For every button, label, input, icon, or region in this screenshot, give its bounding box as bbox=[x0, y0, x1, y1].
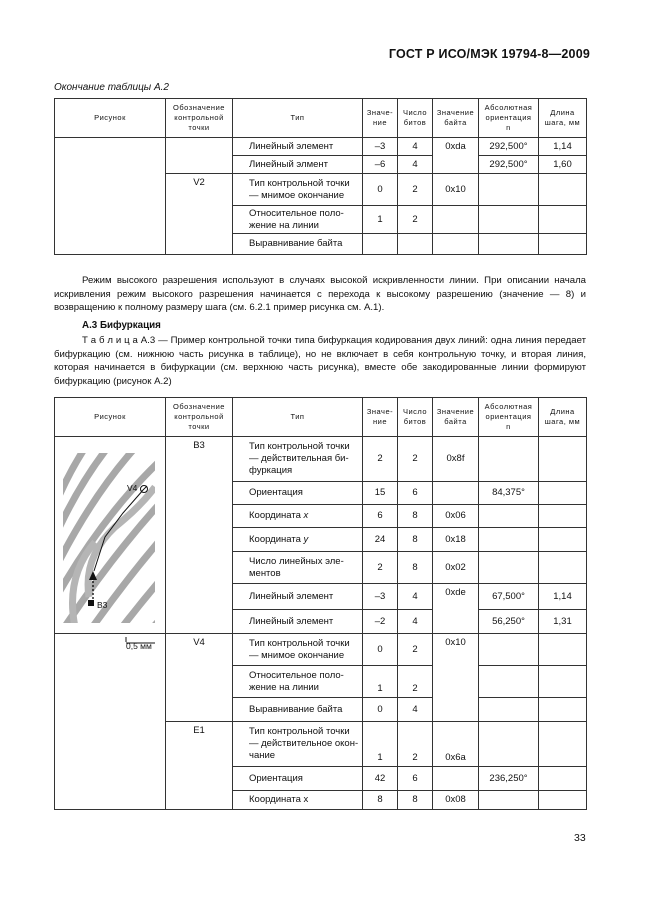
byte-cell: 0x10 bbox=[433, 634, 479, 722]
col-header: Абсолютная ориентация n bbox=[479, 99, 539, 138]
col-header: Значе-ние bbox=[363, 99, 398, 138]
step-cell bbox=[539, 698, 587, 722]
value-cell: 2 bbox=[363, 437, 398, 482]
type-cell: Тип контрольной точки — действительное окон-чание bbox=[233, 722, 363, 767]
bits-cell: 4 bbox=[398, 138, 433, 156]
type-cell: Тип контрольной точки — мнимое окончание bbox=[233, 174, 363, 206]
col-header: Абсолютная ориентация n bbox=[479, 398, 539, 437]
b3-marker bbox=[88, 600, 94, 606]
value-cell: 0 bbox=[363, 174, 398, 206]
col-header: Рисунок bbox=[55, 99, 166, 138]
step-cell bbox=[539, 791, 587, 810]
step-cell: 1,14 bbox=[539, 138, 587, 156]
bits-cell: 4 bbox=[398, 584, 433, 610]
b3-label: B3 bbox=[97, 600, 108, 610]
byte-cell bbox=[433, 234, 479, 255]
type-cell: Координата x bbox=[233, 791, 363, 810]
table-caption: Окончание таблицы А.2 bbox=[54, 82, 169, 93]
document-header: ГОСТ Р ИСО/МЭК 19794-8—2009 bbox=[388, 47, 590, 61]
table-row bbox=[55, 437, 587, 482]
byte-cell bbox=[433, 767, 479, 791]
orient-cell bbox=[479, 437, 539, 482]
orient-cell: 56,250° bbox=[479, 610, 539, 634]
value-cell: 15 bbox=[363, 482, 398, 505]
type-text: Координата x bbox=[249, 510, 309, 522]
point-cell: V2 bbox=[166, 174, 233, 255]
step-cell: 1,60 bbox=[539, 156, 587, 174]
orient-cell bbox=[479, 552, 539, 584]
orient-cell bbox=[479, 234, 539, 255]
byte-cell: 0xde bbox=[433, 584, 479, 634]
coordinate-variable: y bbox=[303, 533, 309, 545]
value-cell: –2 bbox=[363, 610, 398, 634]
col-header: Значе-ние bbox=[363, 398, 398, 437]
figure-cell bbox=[55, 138, 166, 255]
bits-cell: 2 bbox=[398, 666, 433, 698]
table-header-row bbox=[55, 99, 587, 138]
type-cell: Выравнивание байта bbox=[233, 698, 363, 722]
byte-cell: 0x6a bbox=[433, 722, 479, 767]
paragraph-high-resolution: Режим высокого разрешения используют в случаях высокой искривленности линии. При описании начала искривления режим высокого разрешения начинается с перехода к высокому разрешению (значение — 8) и возвращению к полному размеру шага (см. 6.2.1 пример рисунка см. А.1). bbox=[54, 275, 586, 314]
type-cell bbox=[233, 505, 363, 528]
v4-label: V4 bbox=[127, 483, 138, 493]
col-header: Рисунок bbox=[55, 398, 166, 437]
bits-cell: 4 bbox=[398, 156, 433, 174]
col-header: Тип bbox=[233, 398, 363, 437]
bits-cell: 2 bbox=[398, 174, 433, 206]
type-cell: Относительное поло-жение на линии bbox=[233, 206, 363, 234]
byte-cell: 0x18 bbox=[433, 528, 479, 552]
orient-cell bbox=[479, 791, 539, 810]
type-cell: Ориентация bbox=[233, 767, 363, 791]
col-header: Значение байта bbox=[433, 398, 479, 437]
coordinate-variable: x bbox=[303, 510, 309, 522]
step-cell bbox=[539, 722, 587, 767]
value-cell: 6 bbox=[363, 505, 398, 528]
orient-cell bbox=[479, 174, 539, 206]
section-heading: А.3 Бифуркация bbox=[82, 320, 161, 331]
bits-cell: 8 bbox=[398, 552, 433, 584]
col-header: Обозначение контрольной точки bbox=[166, 99, 233, 138]
paragraph-table-a3: Т а б л и ц а А.3 — Пример контрольной точки типа бифуркация кодирования двух линий: одна линия передает бифуркацию (см. нижнюю часть рисунка в таблице), но не включает в себя контрольную точку, и вторая линия, которая начинается в бифуркации (см. верхнюю часть рисунка), вместе обе закодированные линии формируют бифуркацию (рисунок А.2) bbox=[54, 335, 586, 387]
col-header: Число битов bbox=[398, 99, 433, 138]
value-cell: 24 bbox=[363, 528, 398, 552]
byte-cell bbox=[433, 482, 479, 505]
type-cell: Линейный элемент bbox=[233, 138, 363, 156]
figure-cell bbox=[55, 437, 166, 651]
type-text: Координата y bbox=[249, 533, 309, 545]
byte-cell: 0xda bbox=[433, 138, 479, 174]
type-cell: Тип контрольной точки — мнимое окончание bbox=[233, 634, 363, 666]
col-header: Длина шага, мм bbox=[539, 398, 587, 437]
bits-cell: 6 bbox=[398, 767, 433, 791]
value-cell: 1 bbox=[363, 722, 398, 767]
step-cell bbox=[539, 666, 587, 698]
type-cell: Линейный элемент bbox=[233, 610, 363, 634]
bits-cell: 8 bbox=[398, 505, 433, 528]
value-cell: –3 bbox=[363, 138, 398, 156]
bits-cell: 4 bbox=[398, 610, 433, 634]
step-cell bbox=[539, 552, 587, 584]
byte-cell: 0x06 bbox=[433, 505, 479, 528]
col-header: Обозначение контрольной точки bbox=[166, 398, 233, 437]
type-cell: Число линейных эле-ментов bbox=[233, 552, 363, 584]
table-header-row bbox=[55, 398, 587, 437]
orient-cell bbox=[479, 722, 539, 767]
type-cell: Линейный элемент bbox=[233, 584, 363, 610]
bifurcation-figure bbox=[55, 437, 165, 651]
type-cell: Выравнивание байта bbox=[233, 234, 363, 255]
point-cell: E1 bbox=[166, 722, 233, 810]
type-cell bbox=[233, 528, 363, 552]
orient-cell bbox=[479, 528, 539, 552]
bits-cell: 2 bbox=[398, 206, 433, 234]
table-a3 bbox=[54, 397, 587, 810]
orient-cell: 292,500° bbox=[479, 156, 539, 174]
bits-cell bbox=[398, 234, 433, 255]
byte-cell: 0x02 bbox=[433, 552, 479, 584]
bits-cell: 2 bbox=[398, 634, 433, 666]
table-row bbox=[55, 138, 587, 156]
orient-cell: 67,500° bbox=[479, 584, 539, 610]
step-cell: 1,31 bbox=[539, 610, 587, 634]
value-cell: 2 bbox=[363, 552, 398, 584]
byte-cell: 0x10 bbox=[433, 174, 479, 206]
col-header: Тип bbox=[233, 99, 363, 138]
value-cell: 1 bbox=[363, 206, 398, 234]
value-cell: 1 bbox=[363, 666, 398, 698]
col-header: Число битов bbox=[398, 398, 433, 437]
step-cell bbox=[539, 767, 587, 791]
step-cell bbox=[539, 437, 587, 482]
point-cell bbox=[166, 138, 233, 174]
value-cell: –3 bbox=[363, 584, 398, 610]
step-cell bbox=[539, 206, 587, 234]
point-cell: B3 bbox=[166, 437, 233, 634]
point-cell: V4 bbox=[166, 634, 233, 722]
orient-cell: 292,500° bbox=[479, 138, 539, 156]
orient-cell bbox=[479, 206, 539, 234]
type-cell: Линейный элмент bbox=[233, 156, 363, 174]
page-number: 33 bbox=[574, 832, 586, 844]
step-cell bbox=[539, 528, 587, 552]
scale-label: 0,5 мм bbox=[126, 641, 152, 651]
bits-cell: 6 bbox=[398, 482, 433, 505]
orient-cell: 236,250° bbox=[479, 767, 539, 791]
bits-cell: 8 bbox=[398, 528, 433, 552]
orient-cell bbox=[479, 634, 539, 666]
orient-cell bbox=[479, 698, 539, 722]
step-cell bbox=[539, 634, 587, 666]
type-cell: Относительное поло-жение на линии bbox=[233, 666, 363, 698]
step-cell bbox=[539, 482, 587, 505]
value-cell: 42 bbox=[363, 767, 398, 791]
byte-cell: 0x08 bbox=[433, 791, 479, 810]
byte-cell: 0x8f bbox=[433, 437, 479, 482]
value-cell bbox=[363, 234, 398, 255]
value-cell: 0 bbox=[363, 698, 398, 722]
figure-cell-empty bbox=[55, 634, 166, 810]
bits-cell: 4 bbox=[398, 698, 433, 722]
bits-cell: 2 bbox=[398, 722, 433, 767]
value-cell: 8 bbox=[363, 791, 398, 810]
orient-cell bbox=[479, 505, 539, 528]
step-cell bbox=[539, 505, 587, 528]
type-cell: Ориентация bbox=[233, 482, 363, 505]
orient-cell: 84,375° bbox=[479, 482, 539, 505]
step-cell: 1,14 bbox=[539, 584, 587, 610]
col-header: Значение байта bbox=[433, 99, 479, 138]
col-header: Длина шага, мм bbox=[539, 99, 587, 138]
step-cell bbox=[539, 234, 587, 255]
bits-cell: 2 bbox=[398, 437, 433, 482]
byte-cell bbox=[433, 206, 479, 234]
orient-cell bbox=[479, 666, 539, 698]
bits-cell: 8 bbox=[398, 791, 433, 810]
table-a2-end bbox=[54, 98, 587, 255]
value-cell: –6 bbox=[363, 156, 398, 174]
type-cell: Тип контрольной точки — действительная би-фуркация bbox=[233, 437, 363, 482]
value-cell: 0 bbox=[363, 634, 398, 666]
step-cell bbox=[539, 174, 587, 206]
